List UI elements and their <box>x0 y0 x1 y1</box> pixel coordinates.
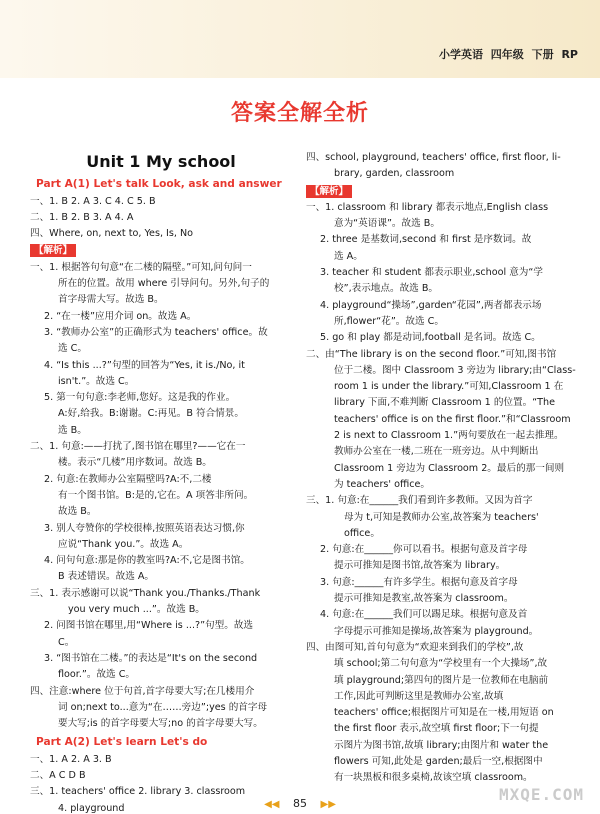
analysis-line: 词 on;next to...意为“在……旁边”;yes 的首字母 <box>58 701 268 713</box>
answer-block-a <box>30 194 292 243</box>
analysis-line: 教师办公室在一楼,二班在一班旁边。从中判断出 <box>334 446 539 458</box>
analysis-line: 2. 问图书馆在哪里,用“Where is ...?”句型。故选 <box>44 620 254 632</box>
analysis-line: 校”,表示地点。故选 B。 <box>334 283 438 295</box>
analysis-line: 4. “Is this ...?”句型的回答为“Yes, it is./No, it <box>44 359 245 371</box>
answer-line: 一、1. A 2. A 3. B <box>30 753 112 765</box>
next-page-icon: ▶▶ <box>320 799 336 810</box>
analysis-line: 3. teacher 和 student 都表示职业,school 意为“学 <box>320 267 543 279</box>
analysis-line: 选 C。 <box>58 343 87 355</box>
analysis-line: 5. 第一句句意:李老师,您好。这是我的作业。 <box>44 392 236 404</box>
analysis-line: teachers' office;根据图片可知是在一楼,用短语 on <box>334 707 554 719</box>
analysis-line: floor.”。故选 C。 <box>58 669 135 681</box>
analysis-line: 四、注意:where 位于句首,首字母要大写;在几楼用介 <box>30 685 255 697</box>
analysis-line: B 表述错误。故选 A。 <box>58 571 154 583</box>
analysis-line: 3. “教师办公室”的正确形式为 teachers' office。故 <box>44 326 268 338</box>
analysis-label-right: 【解析】 <box>306 185 352 198</box>
answer-line: 二、1. B 2. B 3. A 4. A <box>30 211 134 223</box>
analysis-line: 意为“英语课”。故选 B。 <box>334 218 440 230</box>
analysis-line: 二、由“The library is on the second floor.”可知,图书馆 <box>306 348 557 360</box>
analysis-line: 5. go 和 play 都是动词,football 是名词。故选 C。 <box>320 332 541 344</box>
analysis-line: 选 A。 <box>334 250 363 262</box>
analysis-line: isn't.”。故选 C。 <box>58 375 135 387</box>
left-column <box>30 150 292 814</box>
analysis-line: 2. 句意:在______你可以看书。根据句意及首字母 <box>320 544 528 556</box>
analysis-block <box>30 260 292 733</box>
answer-line: 三、1. teachers' office 2. library 3. classroom <box>30 786 246 798</box>
page-title: 答案全解全析 <box>230 101 369 126</box>
analysis-line: office。 <box>344 527 380 539</box>
unit-title: Unit 1 My school <box>86 152 236 171</box>
answer-line: 二、A C D B <box>30 769 86 781</box>
analysis-line: 2. 句意:在教师办公室隔壁吗?A:不,二楼 <box>44 473 212 485</box>
page-header <box>0 0 600 78</box>
analysis-line: 故选 B。 <box>58 506 97 518</box>
part-a2-title: Part A(2) Let's learn Let's do <box>36 736 208 749</box>
analysis-line: 填 playground;第四句的图片是一位教师在电脑前 <box>334 674 549 686</box>
analysis-line: 提示可推知是教室,故答案为 classroom。 <box>334 593 514 605</box>
analysis-line: C。 <box>58 636 75 648</box>
header-label: 小学英语 四年级 下册 RP <box>438 48 578 61</box>
analysis-line: 一、1. classroom 和 library 都表示地点,English class <box>306 201 549 213</box>
analysis-label: 【解析】 <box>30 244 76 257</box>
analysis-line: 为 teachers' office。 <box>334 478 430 490</box>
analysis-line: 提示可推知是图书馆,故答案为 library。 <box>334 560 506 572</box>
analysis-line: 有一块黑板和很多桌椅,故该空填 classroom。 <box>334 772 533 784</box>
analysis-line: you very much ...”。故选 B。 <box>68 604 205 616</box>
analysis-line: 2 is next to Classroom 1.”两句要放在一起去推理。 <box>334 430 564 442</box>
analysis-line: teachers' office is on the first floor.”和“Classroom <box>334 413 571 425</box>
analysis-line: 一、1. 根据答句句意“在二楼的隔壁。”可知,问句问一 <box>30 261 252 273</box>
analysis-line: 位于二楼。图中 Classroom 3 旁边为 library;由“Class- <box>334 364 576 376</box>
answer-line: brary, garden, classroom <box>334 168 455 180</box>
analysis-line: 3. 句意:______有许多学生。根据句意及首字母 <box>320 576 518 588</box>
analysis-line: 母为 t,可知是教师办公室,故答案为 teachers' <box>344 511 539 523</box>
analysis-line: 工作,因此可判断这里是教师办公室,故填 <box>334 690 504 702</box>
analysis-line: 四、由图可知,首句句意为“欢迎来到我们的学校”,故 <box>306 641 524 653</box>
watermark: MXQE.COM <box>498 785 584 804</box>
analysis-line: 4. playground“操场”,garden“花园”,两者都表示场 <box>320 299 542 311</box>
answer-block-right-a <box>306 150 578 183</box>
analysis-line: 三、1. 句意:在______我们看到许多教师。又因为首字 <box>306 495 533 507</box>
analysis-line: 有一个图书馆。B:是的,它在。A 项答非所问。 <box>58 489 254 501</box>
analysis-line: 填 school;第二句句意为“学校里有一个大操场”,故 <box>334 658 548 670</box>
part-a1-title: Part A(1) Let's talk Look, ask and answer <box>36 178 282 191</box>
prev-page-icon: ◀◀ <box>264 799 280 810</box>
analysis-block-right <box>306 200 578 787</box>
analysis-line: 2. three 是基数词,second 和 first 是序数词。故 <box>320 234 532 246</box>
analysis-line: 4. 句意:在______我们可以踢足球。根据句意及首 <box>320 609 528 621</box>
analysis-line: Classroom 1 旁边为 Classroom 2。最后的那一间则 <box>334 462 565 474</box>
analysis-line: 2. “在一楼”应用介词 on。故选 A。 <box>44 310 197 322</box>
answer-line: 四、school, playground, teachers' office, first floor, li- <box>306 152 561 163</box>
analysis-line: flowers 可知,此处是 garden;最后一空,根据图中 <box>334 755 543 767</box>
analysis-line: 所在的位置。故用 where 引导问句。另外,句子的 <box>58 278 270 290</box>
analysis-line: 3. 别人夸赞你的学校很棒,按照英语表达习惯,你 <box>44 522 245 534</box>
analysis-line: 4. 问句句意:那是你的教室吗?A:不,它是图书馆。 <box>44 555 250 567</box>
analysis-line: library 下面,不难判断 Classroom 1 的位置。“The <box>334 397 556 409</box>
analysis-line: 示图片为图书馆,故填 library;由图片和 water the <box>334 739 549 751</box>
analysis-line: 三、1. 表示感谢可以说“Thank you./Thanks./Thank <box>30 587 261 599</box>
page-number: 85 <box>293 797 307 810</box>
analysis-line: 要大写;is 的首字母要大写;no 的首字母要大写。 <box>58 718 263 730</box>
answer-line: 4. playground <box>58 802 125 814</box>
answer-line: 一、1. B 2. A 3. C 4. C 5. B <box>30 195 156 207</box>
analysis-line: 楼。表示“几楼”用序数词。故选 B。 <box>58 457 212 469</box>
analysis-line: room 1 is under the library.”可知,Classroom 1 在 <box>334 381 564 393</box>
answer-line: 四、Where, on, next to, Yes, Is, No <box>30 228 194 240</box>
analysis-line: the first floor 表示,故空填 first floor;下一句提 <box>334 723 539 735</box>
analysis-line: 选 B。 <box>58 424 87 436</box>
analysis-line: 3. “图书馆在二楼。”的表达是“It's on the second <box>44 652 258 664</box>
analysis-line: 二、1. 句意:——打扰了,图书馆在哪里?——它在一 <box>30 441 246 453</box>
analysis-line: 应说“Thank you.”。故选 A。 <box>58 538 189 550</box>
analysis-line: 字母提示可推知是操场,故答案为 playground。 <box>334 625 539 637</box>
right-column <box>306 150 578 787</box>
analysis-line: 所,flower“花”。故选 C。 <box>334 315 444 327</box>
analysis-line: 首字母需大写。故选 B。 <box>58 294 164 306</box>
analysis-line: A:好,给我。B:谢谢。C:再见。B 符合情景。 <box>58 408 244 420</box>
